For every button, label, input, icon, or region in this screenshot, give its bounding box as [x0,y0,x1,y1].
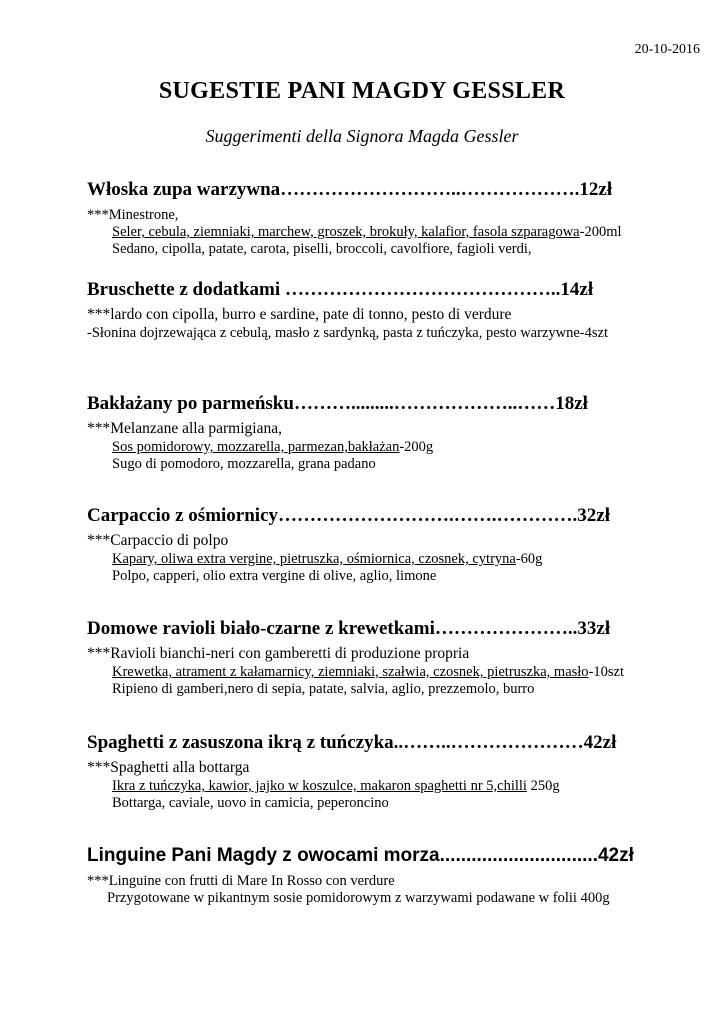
ingredients-pl-text: Seler, cebula, ziemniaki, marchew, groszek, brokuły, kalafior, fasola szparagowa [112,224,580,240]
dish-ingredients-pl [87,439,707,456]
ingredients-pl-text: Ikra z tuńczyka, kawior, jajko w koszulce, makaron spaghetti nr 5,chilli [112,778,527,794]
dish-ingredients-pl [87,778,707,795]
menu-item-ravioli [87,618,707,698]
dish-italian-name: ***Linguine con frutti di Mare In Rosso con verdure [87,873,395,889]
ingredients-pl-text: Kapary, oliwa extra vergine, pietruszka, ośmiornica, czosnek, cytryna [112,551,516,567]
dish-name: Spaghetti z zasuszona ikrą z tuńczyka..……..…………………42zł [87,732,617,753]
dish-name: Bakłażany po parmeńsku……….........………………..……18zł [87,393,588,414]
menu-item-zupa [87,179,707,258]
portion-size: -60g [515,551,543,567]
dish-ingredients-pl [87,224,707,241]
dish-ingredients-it: Polpo, capperi, olio extra vergine di olive, aglio, limone [112,568,437,584]
dish-name: Włoska zupa warzywna………………………..……………….12zł [87,179,613,200]
page-subtitle: Suggerimenti della Signora Magda Gessler [205,126,519,146]
ingredients-pl-text: Sos pomidorowy, mozzarella, parmezan,bakłażan [112,439,400,455]
menu-item-spaghetti [87,732,707,812]
menu-item-linguine [87,845,707,907]
dish-ingredients-it: Bottarga, caviale, uovo in camicia, peperoncino [112,795,389,811]
portion-size: -10szt [588,664,624,680]
portion-size: -200g [399,439,434,455]
portion-size: 250g [526,778,560,794]
dish-italian-name: ***lardo con cipolla, burro e sardine, pate di tonno, pesto di verdure [87,306,512,323]
menu-item-bruschette [87,279,707,342]
dish-name: Carpaccio z ośmiornicy……………………….…….………….32zł [87,505,610,526]
ingredients-pl-text: Krewetka, atrament z kałamarnicy, ziemniaki, szałwia, czosnek, pietruszka, masło [112,664,589,680]
page-title: SUGESTIE PANI MAGDY GESSLER [158,78,566,104]
menu-item-carpaccio [87,505,707,585]
dish-italian-name: ***Ravioli bianchi-neri con gamberetti di produzione propria [87,645,470,662]
dish-ingredients-it: Ripieno di gamberi,nero di sepia, patate, salvia, aglio, prezzemolo, burro [112,681,535,697]
dish-name: Bruschette z dodatkami ……………………………………..14zł [87,279,594,300]
dish-ingredients-pl [87,551,707,568]
dish-ingredients-pl: -Słonina dojrzewająca z cebulą, masło z sardynką, pasta z tuńczyka, pesto warzywne-4szt [87,325,608,341]
dish-ingredients-it: Sugo di pomodoro, mozzarella, grana padano [112,456,376,472]
dish-italian-name: ***Melanzane alla parmigiana, [87,420,282,437]
menu-item-baklazany [87,393,707,473]
dish-italian-name: ***Carpaccio di polpo [87,532,229,549]
menu-date: 20-10-2016 [634,42,700,57]
dish-name: Linguine Pani Magdy z owocami morza..............................42zł [87,845,634,866]
dish-ingredients-pl [87,664,707,681]
dish-italian-name: ***Spaghetti alla bottarga [87,759,250,776]
dish-ingredients-pl: Przygotowane w pikantnym sosie pomidorowym z warzywami podawane w folii 400g [107,890,610,906]
dish-name: Domowe ravioli biało-czarne z krewetkami…………………..33zł [87,618,611,639]
dish-italian-name: ***Minestrone, [87,207,179,223]
portion-size: -200ml [579,224,622,240]
dish-ingredients-it: Sedano, cipolla, patate, carota, piselli, broccoli, cavolfiore, fagioli verdi, [112,241,532,257]
